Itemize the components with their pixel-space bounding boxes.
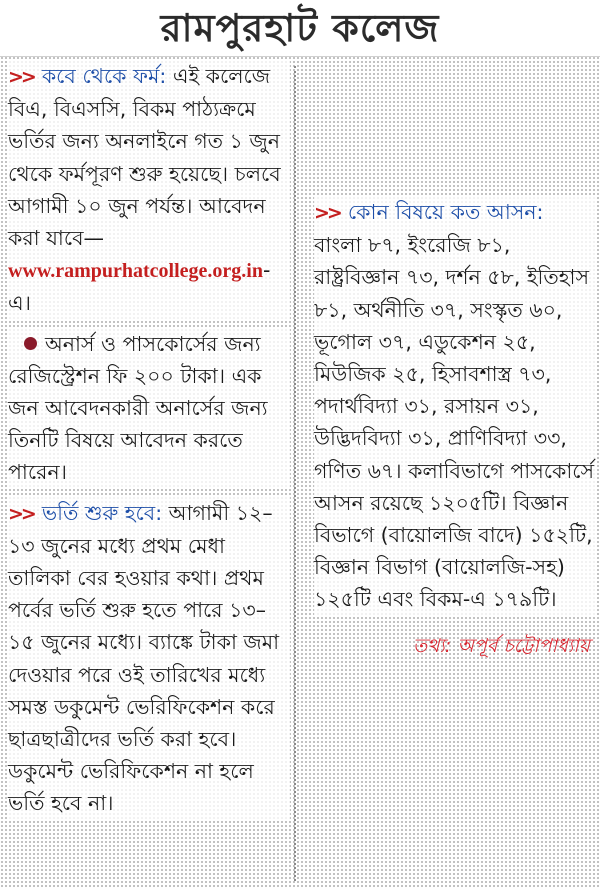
column-divider [294,66,296,881]
article-headline: রামপুরহাট কলেজ [0,0,600,57]
source-credit: তথ্য: অপূর্ব চট্টোপাধ্যায় [412,634,590,657]
double-chevron-right-icon: >> [8,66,34,88]
fee-paragraph [8,328,290,489]
double-chevron-right-icon: >> [8,502,34,525]
double-chevron-right-icon: >> [314,202,340,224]
form-body: এই কলেজে বিএ, বিএসসি, বিকম পাঠ্যক্রমে ভর্তির জন্য অনলাইনে গত ১ জুন থেকে ফর্মপূরণ শুরু হয়েছে। চলবে আগামী ১০ জুন পর্যন্ত। আবেদন করা যাবে— [8,64,281,251]
form-lead: কবে থেকে ফর্ম: [41,64,167,88]
admission-body: আগামী ১২–১৩ জুনের মধ্যে প্রথম মেধা তালিকা বের হওয়ার কথা। প্রথম পর্বের ভর্তি শুরু হতে পারে ১৩–১৫ জুনের মধ্যে। ব্যাঙ্কে টাকা জমা দেওয়ার পরে ওই তারিখের মধ্যে সমস্ত ডকুমেন্ট ভেরিফিকেশন করে ছাত্রছাত্রীদের ভর্তি করা হবে। ডকুমেন্ট ভেরিফিকেশন না হলে ভর্তি হবে না। [8,500,280,816]
fee-body: অনার্স ও পাসকোর্সের জন্য রেজিস্ট্রেশন ফি ২০০ টাকা। এক জন আবেদনকারী অনার্সের জন্য তিনটি বিষয়ে আবেদন করতে পারেন। [8,331,268,485]
seats-paragraph [314,196,596,616]
seats-body: বাংলা ৮৭, ইংরেজি ৮১, রাষ্ট্রবিজ্ঞান ৭৩, দর্শন ৫৮, ইতিহাস ৮১, অর্থনীতি ৩৭, সংস্কৃত ৬০, ভূগোল ৩৭, এডুকেশন ২৫, মিউজিক ২৫, হিসাবশাস্ত্র ৭৩, পদার্থবিদ্যা ৩১, রসায়ন ৩১, উদ্ভিদবিদ্যা ৩১, প্রাণিবিদ্যা ৩৩, গণিত ৬৭। কলাবিভাগে পাসকোর্সে আসন রয়েছে ১২০৫টি। বিজ্ঞান বিভাগে (বায়োলজি বাদে) ১৫২টি, বিজ্ঞান বিভাগ (বায়োলজি-সহ) ১২৫টি এবং বিকম-এ ১৭৯টি। [314,233,595,612]
form-suffix: -এ। [8,258,271,316]
admission-lead: ভর্তি শুরু হবে: [41,500,163,525]
left-column [8,60,290,820]
admission-paragraph [8,497,290,820]
form-paragraph [8,60,290,320]
bullet-dot-icon [24,337,37,350]
seats-lead: কোন বিষয়ে কত আসন: [347,200,544,224]
college-website-link[interactable]: www.rampurhatcollege.org.in [8,260,263,283]
right-column [314,196,596,662]
